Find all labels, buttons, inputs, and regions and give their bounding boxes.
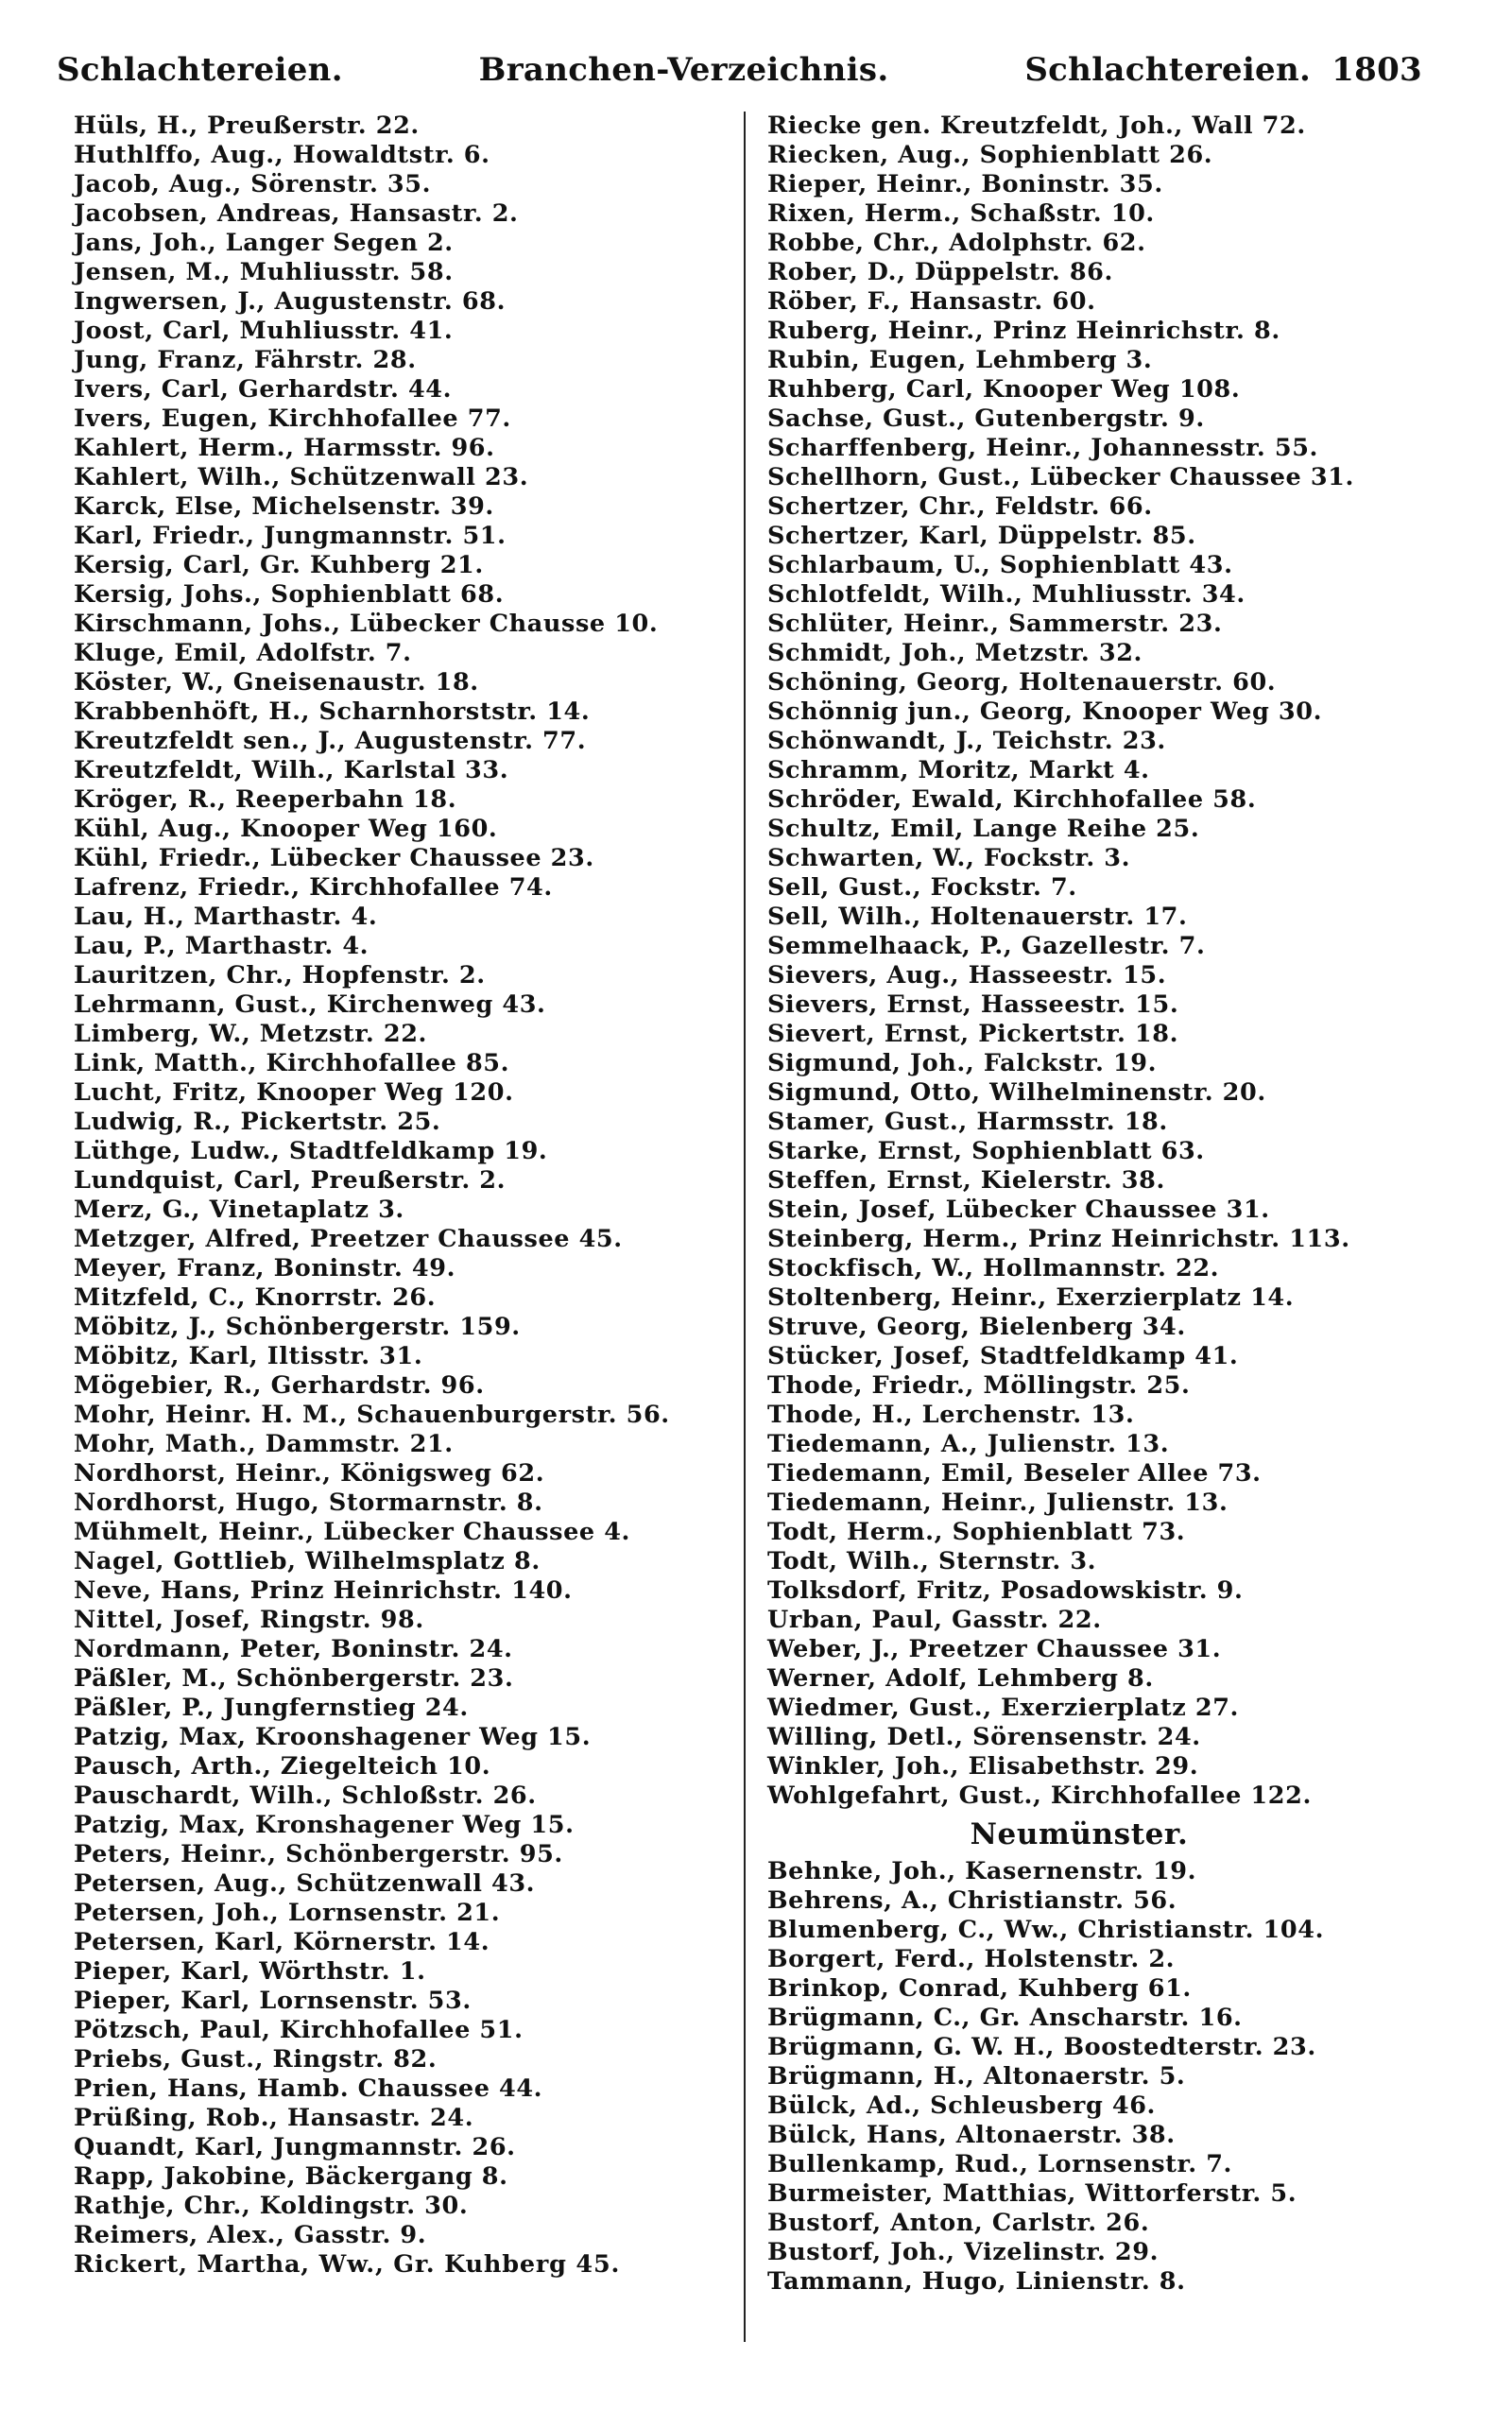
- directory-entry: Sell, Gust., Fockstr. 7.: [767, 873, 1077, 902]
- directory-entry: Nordmann, Peter, Boninstr. 24.: [74, 1635, 513, 1663]
- directory-entry: Pötzsch, Paul, Kirchhofallee 51.: [74, 2016, 524, 2044]
- header-right-title: Schlachtereien.: [1024, 51, 1312, 89]
- directory-entry: Tolksdorf, Fritz, Posadowskistr. 9.: [767, 1576, 1244, 1605]
- directory-entry: Mögebier, R., Gerhardstr. 96.: [74, 1371, 485, 1400]
- directory-entry: Lauritzen, Chr., Hopfenstr. 2.: [74, 961, 486, 990]
- directory-entry: Stoltenberg, Heinr., Exerzierplatz 14.: [767, 1283, 1295, 1312]
- directory-entry: Lehrmann, Gust., Kirchenweg 43.: [74, 990, 546, 1019]
- directory-entry: Schertzer, Chr., Feldstr. 66.: [767, 492, 1153, 521]
- directory-entry: Stücker, Josef, Stadtfeldkamp 41.: [767, 1342, 1239, 1370]
- directory-entry: Tammann, Hugo, Linienstr. 8.: [767, 2267, 1186, 2296]
- directory-entry: Meyer, Franz, Boninstr. 49.: [74, 1254, 456, 1282]
- directory-entry: Schlüter, Heinr., Sammerstr. 23.: [767, 610, 1223, 638]
- directory-entry: Sell, Wilh., Holtenauerstr. 17.: [767, 903, 1188, 931]
- directory-entry: Lau, P., Marthastr. 4.: [74, 932, 369, 960]
- directory-entry: Steinberg, Herm., Prinz Heinrichstr. 113.: [767, 1225, 1350, 1253]
- directory-entry: Pausch, Arth., Ziegelteich 10.: [74, 1752, 491, 1781]
- directory-entry: Hüls, H., Preußerstr. 22.: [74, 112, 420, 140]
- directory-entry: Karck, Else, Michelsenstr. 39.: [74, 492, 494, 521]
- directory-entry: Rathje, Chr., Koldingstr. 30.: [74, 2192, 469, 2220]
- directory-entry: Möbitz, J., Schönbergerstr. 159.: [74, 1313, 521, 1341]
- directory-entry: Lucht, Fritz, Knooper Weg 120.: [74, 1078, 514, 1107]
- directory-entry: Schönwandt, J., Teichstr. 23.: [767, 727, 1166, 755]
- directory-entry: Schröder, Ewald, Kirchhofallee 58.: [767, 785, 1257, 814]
- directory-entry: Mohr, Math., Dammstr. 21.: [74, 1430, 454, 1458]
- directory-entry: Jans, Joh., Langer Segen 2.: [74, 229, 454, 257]
- directory-entry: Kirschmann, Johs., Lübecker Chausse 10.: [74, 610, 659, 638]
- directory-entry: Schertzer, Karl, Düppelstr. 85.: [767, 522, 1196, 550]
- directory-entry: Rubin, Eugen, Lehmberg 3.: [767, 346, 1153, 374]
- directory-entry: Schönnig jun., Georg, Knooper Weg 30.: [767, 697, 1323, 726]
- directory-entry: Karl, Friedr., Jungmannstr. 51.: [74, 522, 507, 550]
- directory-entry: Patzig, Max, Kroonshagener Weg 15.: [74, 1723, 592, 1751]
- directory-entry: Todt, Herm., Sophienblatt 73.: [767, 1518, 1186, 1546]
- directory-entry: Rober, D., Düppelstr. 86.: [767, 258, 1113, 286]
- directory-entry: Peters, Heinr., Schönbergerstr. 95.: [74, 1840, 563, 1868]
- directory-entry: Petersen, Aug., Schützenwall 43.: [74, 1869, 536, 1898]
- directory-entry: Jung, Franz, Fährstr. 28.: [74, 346, 417, 374]
- directory-entry: Jensen, M., Muhliusstr. 58.: [74, 258, 454, 286]
- directory-entry: Schramm, Moritz, Markt 4.: [767, 756, 1150, 784]
- directory-entry: Jacob, Aug., Sörenstr. 35.: [74, 170, 432, 198]
- directory-entry: Werner, Adolf, Lehmberg 8.: [767, 1664, 1154, 1693]
- directory-entry: Kersig, Johs., Sophienblatt 68.: [74, 580, 505, 609]
- directory-entry: Rieper, Heinr., Boninstr. 35.: [767, 170, 1163, 198]
- directory-entry: Lafrenz, Friedr., Kirchhofallee 74.: [74, 873, 553, 902]
- directory-entry: Thode, Friedr., Möllingstr. 25.: [767, 1371, 1191, 1400]
- page-number: 1803: [1332, 51, 1422, 89]
- directory-entry: Riecken, Aug., Sophienblatt 26.: [767, 141, 1213, 169]
- header-left-title: Schlachtereien.: [57, 51, 343, 89]
- directory-entry: Quandt, Karl, Jungmannstr. 26.: [74, 2133, 516, 2161]
- directory-entry: Mühmelt, Heinr., Lübecker Chaussee 4.: [74, 1518, 631, 1546]
- directory-entry: Kühl, Aug., Knooper Weg 160.: [74, 815, 498, 843]
- directory-entry: Willing, Detl., Sörensenstr. 24.: [767, 1723, 1201, 1751]
- directory-entry: Ruberg, Heinr., Prinz Heinrichstr. 8.: [767, 317, 1280, 345]
- directory-entry: Kreutzfeldt sen., J., Augustenstr. 77.: [74, 727, 587, 755]
- directory-entry: Pieper, Karl, Lornsenstr. 53.: [74, 1987, 472, 2015]
- directory-entry: Schlarbaum, U., Sophienblatt 43.: [767, 551, 1233, 579]
- directory-entry: Tiedemann, Emil, Beseler Allee 73.: [767, 1459, 1262, 1488]
- directory-entry: Merz, G., Vinetaplatz 3.: [74, 1196, 404, 1224]
- directory-entry: Rixen, Herm., Schaßstr. 10.: [767, 199, 1155, 228]
- directory-entry: Behrens, A., Christianstr. 56.: [767, 1886, 1177, 1915]
- directory-entry: Thode, H., Lerchenstr. 13.: [767, 1401, 1135, 1429]
- directory-entry: Bülck, Hans, Altonaerstr. 38.: [767, 2121, 1176, 2149]
- directory-entry: Bülck, Ad., Schleusberg 46.: [767, 2091, 1157, 2120]
- directory-entry: Neve, Hans, Prinz Heinrichstr. 140.: [74, 1576, 573, 1605]
- directory-entry: Schlotfeldt, Wilh., Muhliusstr. 34.: [767, 580, 1246, 609]
- directory-entry: Ivers, Carl, Gerhardstr. 44.: [74, 375, 453, 404]
- directory-entry: Lundquist, Carl, Preußerstr. 2.: [74, 1166, 507, 1195]
- directory-entry: Patzig, Max, Kronshagener Weg 15.: [74, 1811, 575, 1839]
- directory-entry: Kröger, R., Reeperbahn 18.: [74, 785, 457, 814]
- directory-entry: Kahlert, Herm., Harmsstr. 96.: [74, 434, 495, 462]
- left-column: [74, 112, 726, 2280]
- directory-entry: Priebs, Gust., Ringstr. 82.: [74, 2045, 438, 2074]
- directory-entry: Kreutzfeldt, Wilh., Karlstal 33.: [74, 756, 509, 784]
- directory-entry: Rickert, Martha, Ww., Gr. Kuhberg 45.: [74, 2250, 621, 2279]
- directory-entry: Ivers, Eugen, Kirchhofallee 77.: [74, 404, 511, 433]
- section-heading-neumuenster: Neumünster.: [970, 1817, 1189, 1851]
- directory-entry: Schultz, Emil, Lange Reihe 25.: [767, 815, 1200, 843]
- directory-entry: Petersen, Karl, Körnerstr. 14.: [74, 1928, 490, 1956]
- directory-entry: Limberg, W., Metzstr. 22.: [74, 1020, 428, 1048]
- directory-entry: Stein, Josef, Lübecker Chaussee 31.: [767, 1196, 1270, 1224]
- directory-entry: Ludwig, R., Pickertstr. 25.: [74, 1108, 441, 1136]
- directory-entry: Bustorf, Anton, Carlstr. 26.: [767, 2209, 1150, 2237]
- directory-entry: Joost, Carl, Muhliusstr. 41.: [74, 317, 454, 345]
- directory-entry: Reimers, Alex., Gasstr. 9.: [74, 2221, 427, 2249]
- directory-entry: Lüthge, Ludw., Stadtfeldkamp 19.: [74, 1137, 548, 1165]
- directory-entry: Robbe, Chr., Adolphstr. 62.: [767, 229, 1146, 257]
- directory-entry: Schwarten, W., Fockstr. 3.: [767, 844, 1131, 872]
- directory-entry: Nittel, Josef, Ringstr. 98.: [74, 1606, 424, 1634]
- header-center-title: Branchen-Verzeichnis.: [478, 51, 889, 89]
- directory-entry: Riecke gen. Kreutzfeldt, Joh., Wall 72.: [767, 112, 1306, 140]
- directory-entry: Sievert, Ernst, Pickertstr. 18.: [767, 1020, 1179, 1048]
- column-divider: [744, 112, 746, 2342]
- directory-entry: Link, Matth., Kirchhofallee 85.: [74, 1049, 510, 1077]
- directory-entry: Nordhorst, Heinr., Königsweg 62.: [74, 1459, 545, 1488]
- directory-entry: Schmidt, Joh., Metzstr. 32.: [767, 639, 1143, 667]
- directory-entry: Stockfisch, W., Hollmannstr. 22.: [767, 1254, 1220, 1282]
- directory-entry: Petersen, Joh., Lornsenstr. 21.: [74, 1899, 501, 1927]
- directory-entry: Tiedemann, Heinr., Julienstr. 13.: [767, 1489, 1228, 1517]
- directory-entry: Ruhberg, Carl, Knooper Weg 108.: [767, 375, 1241, 404]
- directory-entry: Burmeister, Matthias, Wittorferstr. 5.: [767, 2179, 1297, 2208]
- directory-entry: Steffen, Ernst, Kielerstr. 38.: [767, 1166, 1165, 1195]
- directory-entry: Weber, J., Preetzer Chaussee 31.: [767, 1635, 1222, 1663]
- directory-entry: Starke, Ernst, Sophienblatt 63.: [767, 1137, 1205, 1165]
- directory-entry: Krabbenhöft, H., Scharnhorststr. 14.: [74, 697, 591, 726]
- directory-entry: Borgert, Ferd., Holstenstr. 2.: [767, 1945, 1176, 1973]
- directory-entry: Möbitz, Karl, Iltisstr. 31.: [74, 1342, 423, 1370]
- directory-entry: Ingwersen, J., Augustenstr. 68.: [74, 287, 507, 316]
- directory-entry: Mohr, Heinr. H. M., Schauenburgerstr. 56.: [74, 1401, 670, 1429]
- directory-entry: Wohlgefahrt, Gust., Kirchhofallee 122.: [767, 1782, 1312, 1810]
- directory-entry: Köster, W., Gneisenaustr. 18.: [74, 668, 479, 697]
- directory-entry: Behnke, Joh., Kasernenstr. 19.: [767, 1857, 1197, 1885]
- directory-entry: Winkler, Joh., Elisabethstr. 29.: [767, 1752, 1199, 1781]
- page-header: [57, 51, 1422, 98]
- directory-entry: Bustorf, Joh., Vizelinstr. 29.: [767, 2238, 1160, 2266]
- directory-entry: Tiedemann, A., Julienstr. 13.: [767, 1430, 1170, 1458]
- directory-entry: Nordhorst, Hugo, Stormarnstr. 8.: [74, 1489, 543, 1517]
- directory-entry: Pieper, Karl, Wörthstr. 1.: [74, 1957, 426, 1986]
- directory-entry: Metzger, Alfred, Preetzer Chaussee 45.: [74, 1225, 623, 1253]
- directory-entry: Prüßing, Rob., Hansastr. 24.: [74, 2104, 474, 2132]
- directory-entry: Stamer, Gust., Harmsstr. 18.: [767, 1108, 1168, 1136]
- directory-entry: Sievers, Ernst, Hasseestr. 15.: [767, 990, 1179, 1019]
- directory-entry: Kersig, Carl, Gr. Kuhberg 21.: [74, 551, 484, 579]
- directory-entry: Brinkop, Conrad, Kuhberg 61.: [767, 1974, 1192, 2003]
- directory-entry: Röber, F., Hansastr. 60.: [767, 287, 1096, 316]
- directory-entry: Struve, Georg, Bielenberg 34.: [767, 1313, 1186, 1341]
- directory-entry: Huthlffo, Aug., Howaldtstr. 6.: [74, 141, 490, 169]
- directory-entry: Bullenkamp, Rud., Lornsenstr. 7.: [767, 2150, 1233, 2178]
- directory-entry: Päßler, P., Jungfernstieg 24.: [74, 1694, 469, 1722]
- directory-entry: Sigmund, Joh., Falckstr. 19.: [767, 1049, 1158, 1077]
- header-right: [1024, 51, 1422, 89]
- directory-entry: Schöning, Georg, Holtenauerstr. 60.: [767, 668, 1277, 697]
- directory-entry: Sachse, Gust., Gutenbergstr. 9.: [767, 404, 1205, 433]
- directory-entry: Schellhorn, Gust., Lübecker Chaussee 31.: [767, 463, 1354, 491]
- directory-entry: Blumenberg, C., Ww., Christianstr. 104.: [767, 1916, 1325, 1944]
- directory-entry: Kluge, Emil, Adolfstr. 7.: [74, 639, 412, 667]
- directory-entry: Jacobsen, Andreas, Hansastr. 2.: [74, 199, 519, 228]
- directory-entry: Wiedmer, Gust., Exerzierplatz 27.: [767, 1694, 1240, 1722]
- directory-entry: Urban, Paul, Gasstr. 22.: [767, 1606, 1102, 1634]
- directory-entry: Brügmann, H., Altonaerstr. 5.: [767, 2062, 1186, 2091]
- directory-entry: Lau, H., Marthastr. 4.: [74, 903, 378, 931]
- directory-entry: Kahlert, Wilh., Schützenwall 23.: [74, 463, 529, 491]
- directory-entry: Todt, Wilh., Sternstr. 3.: [767, 1547, 1097, 1575]
- directory-entry: Prien, Hans, Hamb. Chaussee 44.: [74, 2074, 543, 2103]
- directory-entry: Semmelhaack, P., Gazellestr. 7.: [767, 932, 1206, 960]
- directory-entry: Sievers, Aug., Hasseestr. 15.: [767, 961, 1167, 990]
- directory-entry: Brügmann, G. W. H., Boostedterstr. 23.: [767, 2033, 1316, 2061]
- directory-entry: Pauschardt, Wilh., Schloßstr. 26.: [74, 1782, 537, 1810]
- directory-entry: Rapp, Jakobine, Bäckergang 8.: [74, 2162, 508, 2191]
- directory-entry: Nagel, Gottlieb, Wilhelmsplatz 8.: [74, 1547, 541, 1575]
- directory-entry: Päßler, M., Schönbergerstr. 23.: [74, 1664, 514, 1693]
- neumuenster-entries: [767, 1857, 1429, 2297]
- directory-entry: Scharffenberg, Heinr., Johannesstr. 55.: [767, 434, 1319, 462]
- directory-entry: Sigmund, Otto, Wilhelminenstr. 20.: [767, 1078, 1266, 1107]
- right-column-entries: [767, 112, 1429, 1811]
- directory-entry: Brügmann, C., Gr. Anscharstr. 16.: [767, 2004, 1243, 2032]
- right-column: [767, 112, 1429, 2297]
- directory-entry: Mitzfeld, C., Knorrstr. 26.: [74, 1283, 437, 1312]
- directory-entry: Kühl, Friedr., Lübecker Chaussee 23.: [74, 844, 594, 872]
